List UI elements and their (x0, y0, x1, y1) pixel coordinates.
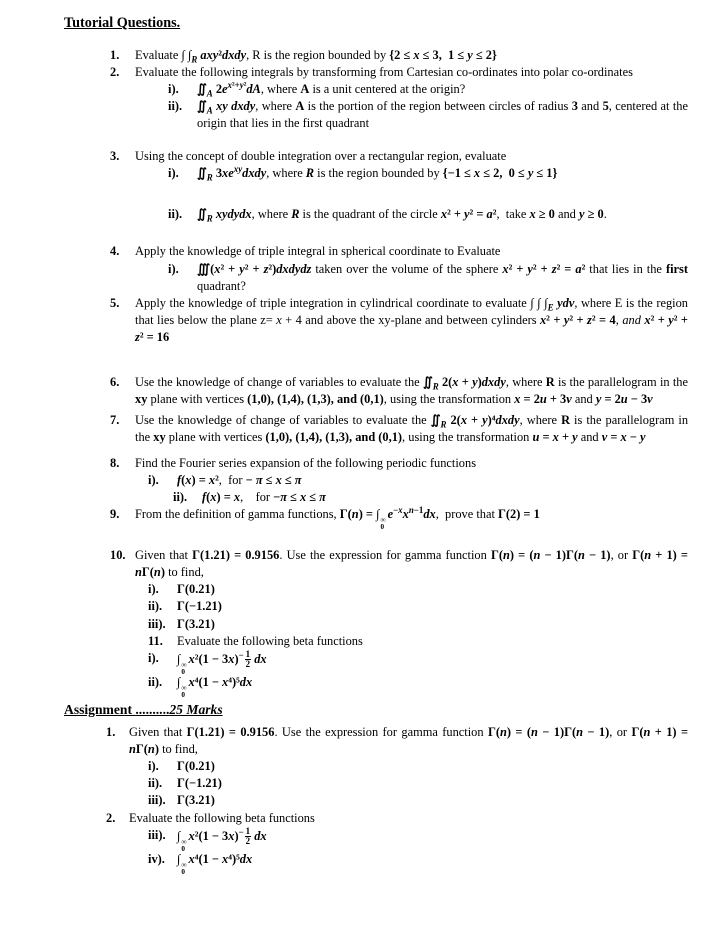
question-7 (64, 412, 688, 446)
question-4-sub-i (64, 261, 688, 295)
question-3-number: 3. (110, 149, 120, 164)
assignment-1-sub-ii (64, 775, 688, 792)
question-11-sub-i-text: ∫ ∞ 0 $x^2(1 - 3x)^{- \frac{1}{2}}$ dx (177, 648, 267, 677)
question-10-sub-iii (64, 616, 688, 633)
question-3-sub-i (64, 165, 688, 182)
question-10-number: 10. (110, 548, 126, 563)
assignment-heading-dots: .......... (135, 702, 170, 718)
question-8-number: 8. (110, 455, 120, 470)
assignment-1-sub-iii (64, 792, 688, 809)
assignment-1-sub-ii-text: Γ(−1.21) (177, 776, 222, 791)
question-8-sub-i-label: i). (148, 472, 159, 487)
question-8-sub-i (64, 472, 688, 489)
question-2 (64, 64, 688, 81)
assignment-1-sub-iii-text: Γ(3.21) (177, 793, 215, 808)
question-3-sub-ii-text: $∬_R$ xydydx, where R is the quadrant of the circle x² + y² = a², take x ≥ 0 and y ≥ 0. (197, 207, 607, 224)
assignment-1-number: 1. (106, 725, 116, 739)
assignment-2-sub-iii-label: iii). (148, 827, 166, 842)
question-5-text: Apply the knowledge of triple integration in cylindrical coordinate to evaluate ∫ ∫ $\int_E$ ydv, where E is the region that lies below the plane z= x + 4 and above the xy-plane and between cylinders x² + y² + z² = 4, and x² + y² + z² = 16 (135, 295, 688, 345)
question-8-sub-ii-text: f(x) = x, for −π ≤ x ≤ π (202, 489, 326, 504)
question-3 (64, 148, 688, 165)
question-4-text: Apply the knowledge of triple integral in spherical coordinate to Evaluate (135, 244, 501, 259)
question-11-sub-i-label: i). (148, 650, 159, 665)
question-3-sub-ii-label: ii). (168, 207, 183, 222)
question-11-sub-ii-label: ii). (148, 675, 163, 690)
assignment-1-sub-i-text: Γ(0.21) (177, 759, 215, 774)
question-11-sub-i (64, 648, 688, 677)
question-11-number: 11. (148, 633, 163, 648)
question-11 (64, 633, 688, 650)
question-3-sub-i-label: i). (168, 166, 179, 181)
question-8-text: Find the Fourier series expansion of the following periodic functions (135, 455, 477, 470)
assignment-1-sub-ii-label: ii). (148, 776, 163, 791)
question-10-sub-ii (64, 598, 688, 615)
question-10-sub-i (64, 581, 688, 598)
question-1 (64, 47, 688, 64)
question-10-sub-i-text: Γ(0.21) (177, 582, 215, 597)
question-8-sub-ii (64, 489, 688, 506)
page-title: Tutorial Questions. (64, 15, 181, 31)
question-2-sub-ii-text: $∬_A$ xy dxdy, where A is the portion of the region between circles of radius 3 and 5, centered at the origin that lies in the first quadrant (197, 98, 688, 131)
question-5-number: 5. (110, 295, 120, 310)
question-8 (64, 455, 688, 472)
question-6-number: 6. (110, 375, 120, 390)
question-4-sub-i-text: ∭(x² + y² + z²)dxdydz taken over the volume of the sphere x² + y² + z² = a² that lies in the first quadrant? (197, 261, 688, 293)
question-10-sub-ii-label: ii). (148, 599, 163, 614)
question-2-sub-i-text: $∬_A$ $2e^{x^2+y^2}dA$, where A is a unit centered at the origin? (197, 79, 466, 99)
assignment-2-sub-iii (64, 827, 688, 851)
question-11-sub-ii (64, 674, 688, 700)
question-2-sub-ii (64, 98, 688, 132)
question-2-number: 2. (110, 64, 120, 79)
question-10-sub-ii-text: Γ(−1.21) (177, 599, 222, 614)
question-2-sub-i (64, 81, 688, 98)
assignment-2-sub-iv-text: ∫ ∞ 0 x⁴(1 − x⁴)⁵dx (177, 852, 253, 877)
question-6 (64, 374, 688, 408)
question-1-number: 1. (110, 47, 120, 62)
question-4-number: 4. (110, 244, 120, 259)
assignment-2-sub-iv (64, 851, 688, 877)
question-2-sub-ii-label: ii). (168, 98, 183, 113)
question-8-sub-ii-label: ii). (173, 489, 188, 504)
question-11-sub-ii-text: ∫ ∞ 0 x⁴(1 − x⁴)⁵dx (177, 675, 253, 700)
assignment-2-number: 2. (106, 810, 116, 825)
question-3-text: Using the concept of double integration over a rectangular region, evaluate (135, 149, 507, 164)
question-8-sub-i-text: f(x) = x², for − π ≤ x ≤ π (177, 472, 302, 487)
question-11-text: Evaluate the following beta functions (177, 633, 363, 648)
question-2-text: Evaluate the following integrals by transforming from Cartesian co-ordinates into polar co-ordinates (135, 64, 633, 79)
assignment-heading-marks: 25 Marks (169, 702, 223, 718)
assignment-section (64, 701, 689, 877)
assignment-1-text: Given that Γ(1.21) = 0.9156. Use the expression for gamma function Γ(n) = (n − 1)Γ(n − 1), or Γ(n + 1) = nΓ(n) to find, (129, 725, 689, 757)
question-2-sub-i-label: i). (168, 81, 179, 96)
assignment-1-sub-i-label: i). (148, 759, 159, 774)
question-10-sub-iii-text: Γ(3.21) (177, 616, 215, 631)
question-9-text: From the definition of gamma functions, Γ(n) = ∫ ∞ 0 $e^{-x}x^{n-1}dx$, prove that Γ(2) = 1 (135, 504, 540, 532)
assignment-2-sub-iii-text: ∫ ∞ 0 $x^2(1 - 3x)^{- \frac{1}{2}}$ dx (177, 825, 267, 853)
question-7-text: Use the knowledge of change of variables to evaluate the $∬_R$ 2(x + y)⁴dxdy, where R is the parallelogram in the xy plane with vertices (1,0), (1,4), (1,3), and (0,1), using the transformation u = x + y and v = x − y (135, 413, 689, 445)
question-10-sub-iii-label: iii). (148, 616, 166, 631)
question-9-number: 9. (110, 506, 120, 521)
assignment-heading-label: Assignment (64, 702, 136, 718)
question-10 (64, 547, 688, 581)
assignment-2-sub-iv-label: iv). (148, 852, 165, 867)
question-6-text: Use the knowledge of change of variables to evaluate the $∬_R$ 2(x + y)dxdy, where R is the parallelogram in the xy plane with vertices (1,0), (1,4), (1,3), and (0,1), using the transformation x = 2u + 3v and y = 2u − 3v (135, 375, 689, 407)
assignment-1-sub-iii-label: iii). (148, 793, 166, 808)
question-4 (64, 243, 688, 260)
question-10-sub-i-label: i). (148, 582, 159, 597)
assignment-1 (64, 724, 688, 758)
assignment-2-text: Evaluate the following beta functions (129, 810, 315, 825)
assignment-1-sub-i (64, 758, 688, 775)
question-10-text: Given that Γ(1.21) = 0.9156. Use the expression for gamma function Γ(n) = (n − 1)Γ(n − 1), or Γ(n + 1) = nΓ(n) to find, (135, 548, 688, 580)
question-7-number: 7. (110, 413, 120, 428)
question-9 (64, 504, 688, 532)
question-3-sub-i-text: $∬_R$ $3xe^{xy}dxdy$, where R is the region bounded by {−1 ≤ x ≤ 2, 0 ≤ y ≤ 1} (197, 164, 558, 183)
question-1-text: Evaluate ∫ $\int_R$ axy²dxdy, R is the region bounded by {2 ≤ x ≤ 3, 1 ≤ y ≤ 2} (135, 47, 497, 65)
assignment-heading (64, 701, 688, 720)
question-3-sub-ii (64, 206, 688, 223)
question-4-sub-i-label: i). (168, 261, 179, 276)
assignment-2 (64, 810, 688, 827)
question-5 (64, 295, 688, 346)
